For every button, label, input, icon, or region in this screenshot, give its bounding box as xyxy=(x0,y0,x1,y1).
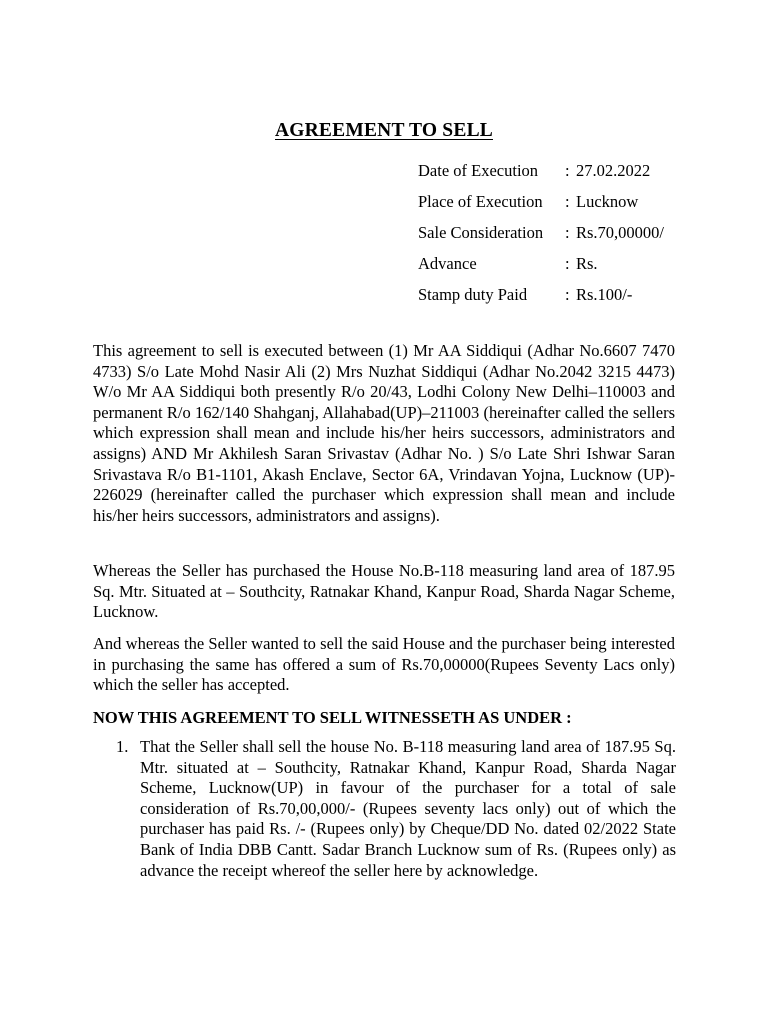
execution-details xyxy=(418,155,664,310)
detail-colon: : xyxy=(565,191,570,211)
clause-text: That the Seller shall sell the house No. B-118 measuring land area of 187.95 Sq. Mtr. situated at – Southcity, Ratnakar Khand, Kanpur Road, Sharda Nagar Scheme, Lucknow(UP) in favour of the purchaser for a total of sale consideration of Rs.70,00,000/- (Rupees seventy lacs only) out of which the purchaser has paid Rs. /- (Rupees only) by Cheque/DD No. dated 02/2022 State Bank of India DBB Cantt. Sadar Branch Lucknow sum of Rs. (Rupees only) as advance the receipt whereof the seller here by acknowledge. xyxy=(140,737,676,880)
detail-label: Place of Execution xyxy=(418,191,543,211)
detail-label: Date of Execution xyxy=(418,160,539,180)
and-whereas-paragraph: And whereas the Seller wanted to sell the said House and the purchaser being interested in purchasing the same has offered a sum of Rs.70,00000(Rupees Seventy Lacs only) which the seller has accepted. xyxy=(93,634,675,695)
detail-row-date xyxy=(418,155,664,186)
detail-row-sale-consideration xyxy=(418,217,664,248)
detail-colon: : xyxy=(565,253,570,273)
detail-colon: : xyxy=(565,160,570,180)
document-title: AGREEMENT TO SELL xyxy=(275,120,493,141)
detail-value: Rs. xyxy=(576,253,598,273)
detail-label: Sale Consideration xyxy=(418,222,544,242)
clause-item xyxy=(116,737,676,881)
parties-paragraph: This agreement to sell is executed between (1) Mr AA Siddiqui (Adhar No.6607 7470 4733) S/o Late Mohd Nasir Ali (2) Mrs Nuzhat Siddiqui (Adhar No.2042 3215 4473) W/o Mr AA Siddiqui both presently R/o 20/43, Lodhi Colony New Delhi–110003 and permanent R/o 162/140 Shahganj, Allahabad(UP)–211003 (hereinafter called the sellers which expression shall mean and include his/her heirs successors, administrators and assigns) AND Mr Akhilesh Saran Srivastav (Adhar No. ) S/o Late Shri Ishwar Saran Srivastava R/o B1-1101, Akash Enclave, Sector 6A, Vrindavan Yojna, Lucknow (UP)- 226029 (hereinafter called the purchaser which expression shall mean and include his/her heirs successors, administrators and assigns). xyxy=(93,341,675,525)
detail-value: 27.02.2022 xyxy=(576,160,651,180)
witnesseth-heading: NOW THIS AGREEMENT TO SELL WITNESSETH AS UNDER : xyxy=(93,708,572,727)
clause-number: 1. xyxy=(116,737,129,756)
detail-label: Stamp duty Paid xyxy=(418,284,528,304)
detail-colon: : xyxy=(565,284,570,304)
detail-row-advance xyxy=(418,248,664,279)
detail-value: Rs.100/- xyxy=(576,284,633,304)
detail-value: Rs.70,00000/ xyxy=(576,222,665,242)
whereas-paragraph: Whereas the Seller has purchased the House No.B-118 measuring land area of 187.95 Sq. Mtr. Situated at – Southcity, Ratnakar Khand, Kanpur Road, Sharda Nagar Scheme, Lucknow. xyxy=(93,561,675,622)
detail-colon: : xyxy=(565,222,570,242)
detail-row-stamp-duty xyxy=(418,279,664,310)
detail-label: Advance xyxy=(418,253,477,273)
clause-list xyxy=(116,737,676,881)
detail-value: Lucknow xyxy=(576,191,639,211)
detail-row-place xyxy=(418,186,664,217)
